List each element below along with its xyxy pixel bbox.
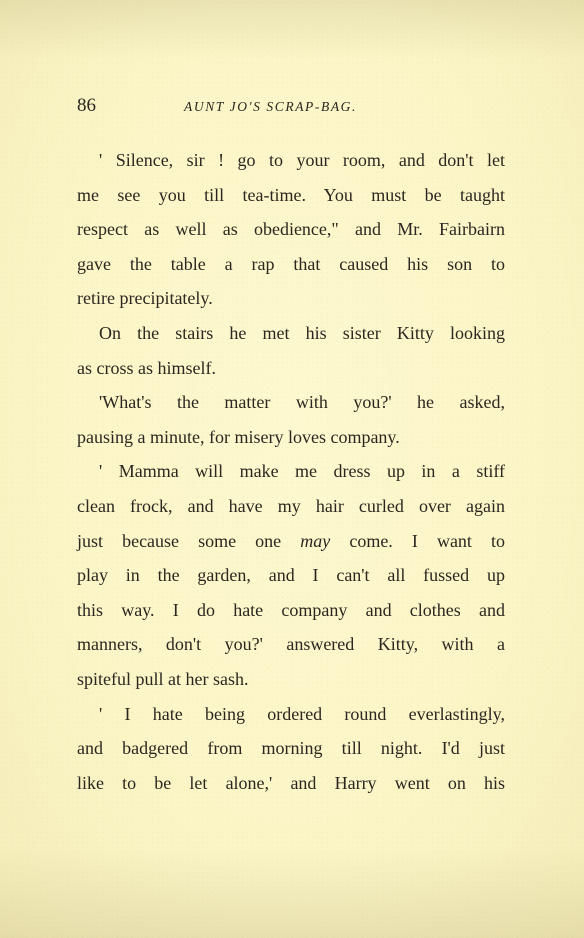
text-line: spiteful pull at her sash. [77,668,249,689]
text-line: clean frock, and have my hair curled over again [77,495,505,516]
text-segment: just because some one [77,530,282,551]
running-title: AUNT JO'S SCRAP-BAG. [184,99,357,114]
text-line: respect as well as obedience," and Mr. Fairbairn [77,219,505,240]
text-line: play in the garden, and I can't all fussed up [77,565,505,586]
text-line: ' Silence, sir ! go to your room, and don't let [99,150,505,170]
text-line: me see you till tea-time. You must be taught [77,184,505,205]
text-line: On the stairs he met his sister Kitty looking [99,322,505,343]
text-line: retire precipitately. [77,288,213,309]
text-line: pausing a minute, for misery loves company. [77,426,400,447]
text-segment: come. I want to [349,530,506,551]
emphasized-word: may [300,530,331,551]
text-line: ' I hate being ordered round everlastingly, [99,703,505,724]
text-line: gave the table a rap that caused his son to [77,253,505,274]
text-line: ' Mamma will make me dress up in a stiff [99,461,505,482]
text-line: manners, don't you?' answered Kitty, with a [77,634,505,655]
text-line-with-emphasis [77,524,505,559]
text-line: and badgered from morning till night. I'd just [77,738,505,759]
page-edge-shadow-bottom [0,848,584,938]
text-line: this way. I do hate company and clothes and [77,599,505,620]
page-edge-shadow-top [0,0,584,60]
page-number: 86 [77,95,96,116]
text-line: 'What's the matter with you?' he asked, [99,392,505,413]
text-line: like to be let alone,' and Harry went on his [77,772,505,793]
text-line: as cross as himself. [77,357,216,378]
body-text [77,143,505,800]
